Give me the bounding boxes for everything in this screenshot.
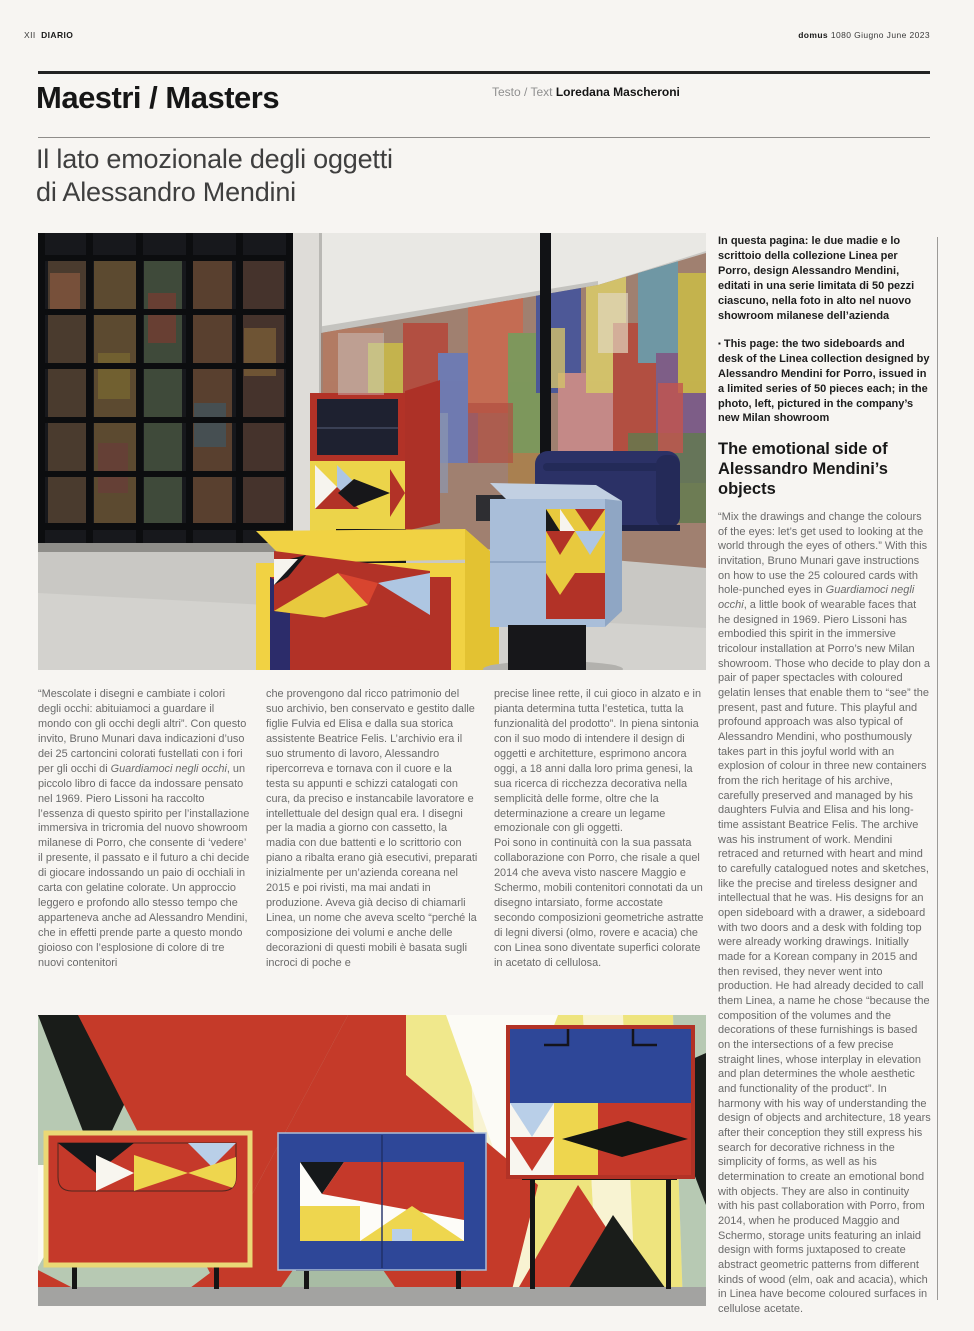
column-divider-rule bbox=[937, 237, 938, 1300]
page-title: Maestri / Masters bbox=[36, 80, 280, 115]
caption-english bbox=[718, 337, 931, 427]
caption-italian: In questa pagina: le due madie e lo scrittoio della collezione Linea per Porro, design Alessandro Mendini, editati in una serie limitata di 50 pezzi ciascuno, nella foto in alto nel nuovo showroom milanese dell’azienda bbox=[718, 235, 915, 322]
caption-english-text: This page: the two sideboards and desk of the Linea collection designed by Alessandro Mendini for Porro, issued in a limited series of 50 pieces each; in the photo, left, pictured in the company’s new Milan showroom bbox=[718, 337, 930, 425]
article-headline bbox=[36, 143, 656, 210]
masthead-rule bbox=[38, 71, 930, 74]
brand-logo: domus bbox=[798, 30, 829, 40]
furniture-illustration-graphic bbox=[38, 1015, 706, 1306]
english-body: “Mix the drawings and change the colours of the eyes: let’s get used to looking at the world through the eyes of others.” With this invitation, Bruno Munari gave instructions on how to use the 25 coloured cards with hole-punched eyes in Guardiamoci negli occhi, a little book of wearable faces that he designed in 1969. Piero Lissoni has embodied this spirit in the immersive tricolour installation at Porro’s new Milan showroom. Those who decide to play don a pair of paper spectacles with coloured gelatin lenses that enable them to “see” the present, past and future. This playful and profound approach was also typical of Alessandro Mendini, who posthumously takes part in this joyful world with an explosion of colour in three new containers from the rich heritage of his archive, carefully preserved and managed by his daughters Fulvia and Elisa and his long-time assistant Beatrice Felis. The archive was his instrument of work. Mendini retraced and returned with heart and mind to carefully catalogued notes and sketches, like the precise and tireless designer and intellectual that he was. His designs for an open sideboard with a drawer, a sideboard with two doors and a desk with folding top were already working drawings. Initially made for a Korean company in 2015 and then revised, they never went into production. He had already decided to call them Linea, a name he chose “because the composition of the volumes and the decorations of these furnishings is based on the intersections of a few precise straight lines, whose interplay in elevation and plan determines the whole aesthetic and functionality of the product”. In harmony with his way of understanding the design of objects and architecture, 18 years after their conception they still express his search for decorative richness in the simplicity of forms, as well as his determination to create an emotional bond with objects. They are also in continuity with his past collaboration with Porro, from 2014, when he produced Maggio and Schermo, storage units featuring an inlaid design with forms juxtaposed to create abstract geometric patterns from different kinds of wood (elm, oak and acacia), which in Linea have become coloured surfaces in cellulose acetate. bbox=[718, 510, 931, 1316]
headline-line1: Il lato emozionale degli oggetti bbox=[36, 144, 393, 174]
headline-rule bbox=[38, 137, 930, 138]
right-column bbox=[718, 234, 931, 1317]
issue-info: 1080 Giugno June 2023 bbox=[830, 30, 930, 40]
italian-body bbox=[38, 687, 706, 1009]
running-header-right bbox=[798, 30, 930, 40]
headline-line2: di Alessandro Mendini bbox=[36, 177, 296, 208]
italian-column-3: precise linee rette, il cui gioco in alzato e in pianta determina tutta l’estetica, tutta la funzionalità del prodotto”. In piena sintonia con il suo modo di intendere il design di oggetti e architetture, esprimono ancora oggi, a 18 anni dalla loro prima genesi, la sua ricerca di ricchezza decorativa nella semplicità delle forme, oltre che la determinazione a creare un legame emozionale con gli oggetti. Poi sono in continuità con la sua passata collaborazione con Porro, che risale a quel 2014 che aveva visto nascere Maggio e Schermo, mobili contenitori connotati da un disegno intarsiato, forme accostate secondo composizioni geometriche astratte di legni diversi (olmo, rovere e acacia) che con Linea sono diventate superfici colorate in acetato di cellulosa. bbox=[494, 688, 704, 969]
italian-column-2: che provengono dal ricco patrimonio del suo archivio, ben conservato e gestito dalle figlie Fulvia ed Elisa e dalla sua storica assistente Beatrice Felis. L’archivio era il suo strumento di lavoro, Alessandro ripercorreva e tornava con il cuore e la testa su appunti e schizzi catalogati con cura, da preciso e instancabile lavoratore e intellettuale del design qual era. I disegni per la madia a giorno con cassetto, la madia con due battenti e lo scrittorio con piano a ribalta erano già esecutivi, preparati inizialmente per un’azienda coreana nel 2015 e poi rivisti, ma mai andati in produzione. Aveva già deciso di chiamarli Linea, un nome che aveva scelto “perché la composizione dei volumi e anche delle decorazioni di questi mobili è basata sugli incroci di poche e bbox=[266, 688, 478, 969]
english-heading: The emotional side of Alessandro Mendini’s objects bbox=[718, 440, 888, 499]
folio-number: XII bbox=[24, 30, 36, 40]
furniture-illustration bbox=[38, 1015, 706, 1306]
section-label: DIARIO bbox=[41, 30, 74, 40]
byline bbox=[492, 85, 680, 99]
italian-column-1: “Mescolate i disegni e cambiate i colori degli occhi: abituiamoci a guardare il mondo con gli occhi degli altri”. Con questo invito, Bruno Munari dava indicazioni d’uso dei 25 cartoncini colorati fustellati con i fori per gli occhi di Guardiamoci negli occhi, un piccolo libro di facce da indossare pensato nel 1969. Piero Lissoni ha raccolto l’essenza di questo spirito per l’installazione immersiva in tricromia del nuovo showroom milanese di Porro, che consente di ‘vedere’ il presente, il passato e il futuro a chi decide di giocare indossando un paio di occhiali in carta con gelatine colorate. Un approccio leggero e profondo allo stesso tempo che apparteneva anche ad Alessandro Mendini, che in effetti prende parte a questo mondo gioioso con l’esplosione di colore di tre nuovi contenitori bbox=[38, 688, 250, 969]
caption-bullet: ▪ bbox=[718, 338, 721, 348]
byline-label: Testo / Text bbox=[492, 85, 553, 99]
byline-name: Loredana Mascheroni bbox=[555, 85, 680, 99]
showroom-photo-graphic bbox=[38, 233, 706, 670]
showroom-photo bbox=[38, 233, 706, 670]
running-header-left bbox=[24, 30, 73, 40]
